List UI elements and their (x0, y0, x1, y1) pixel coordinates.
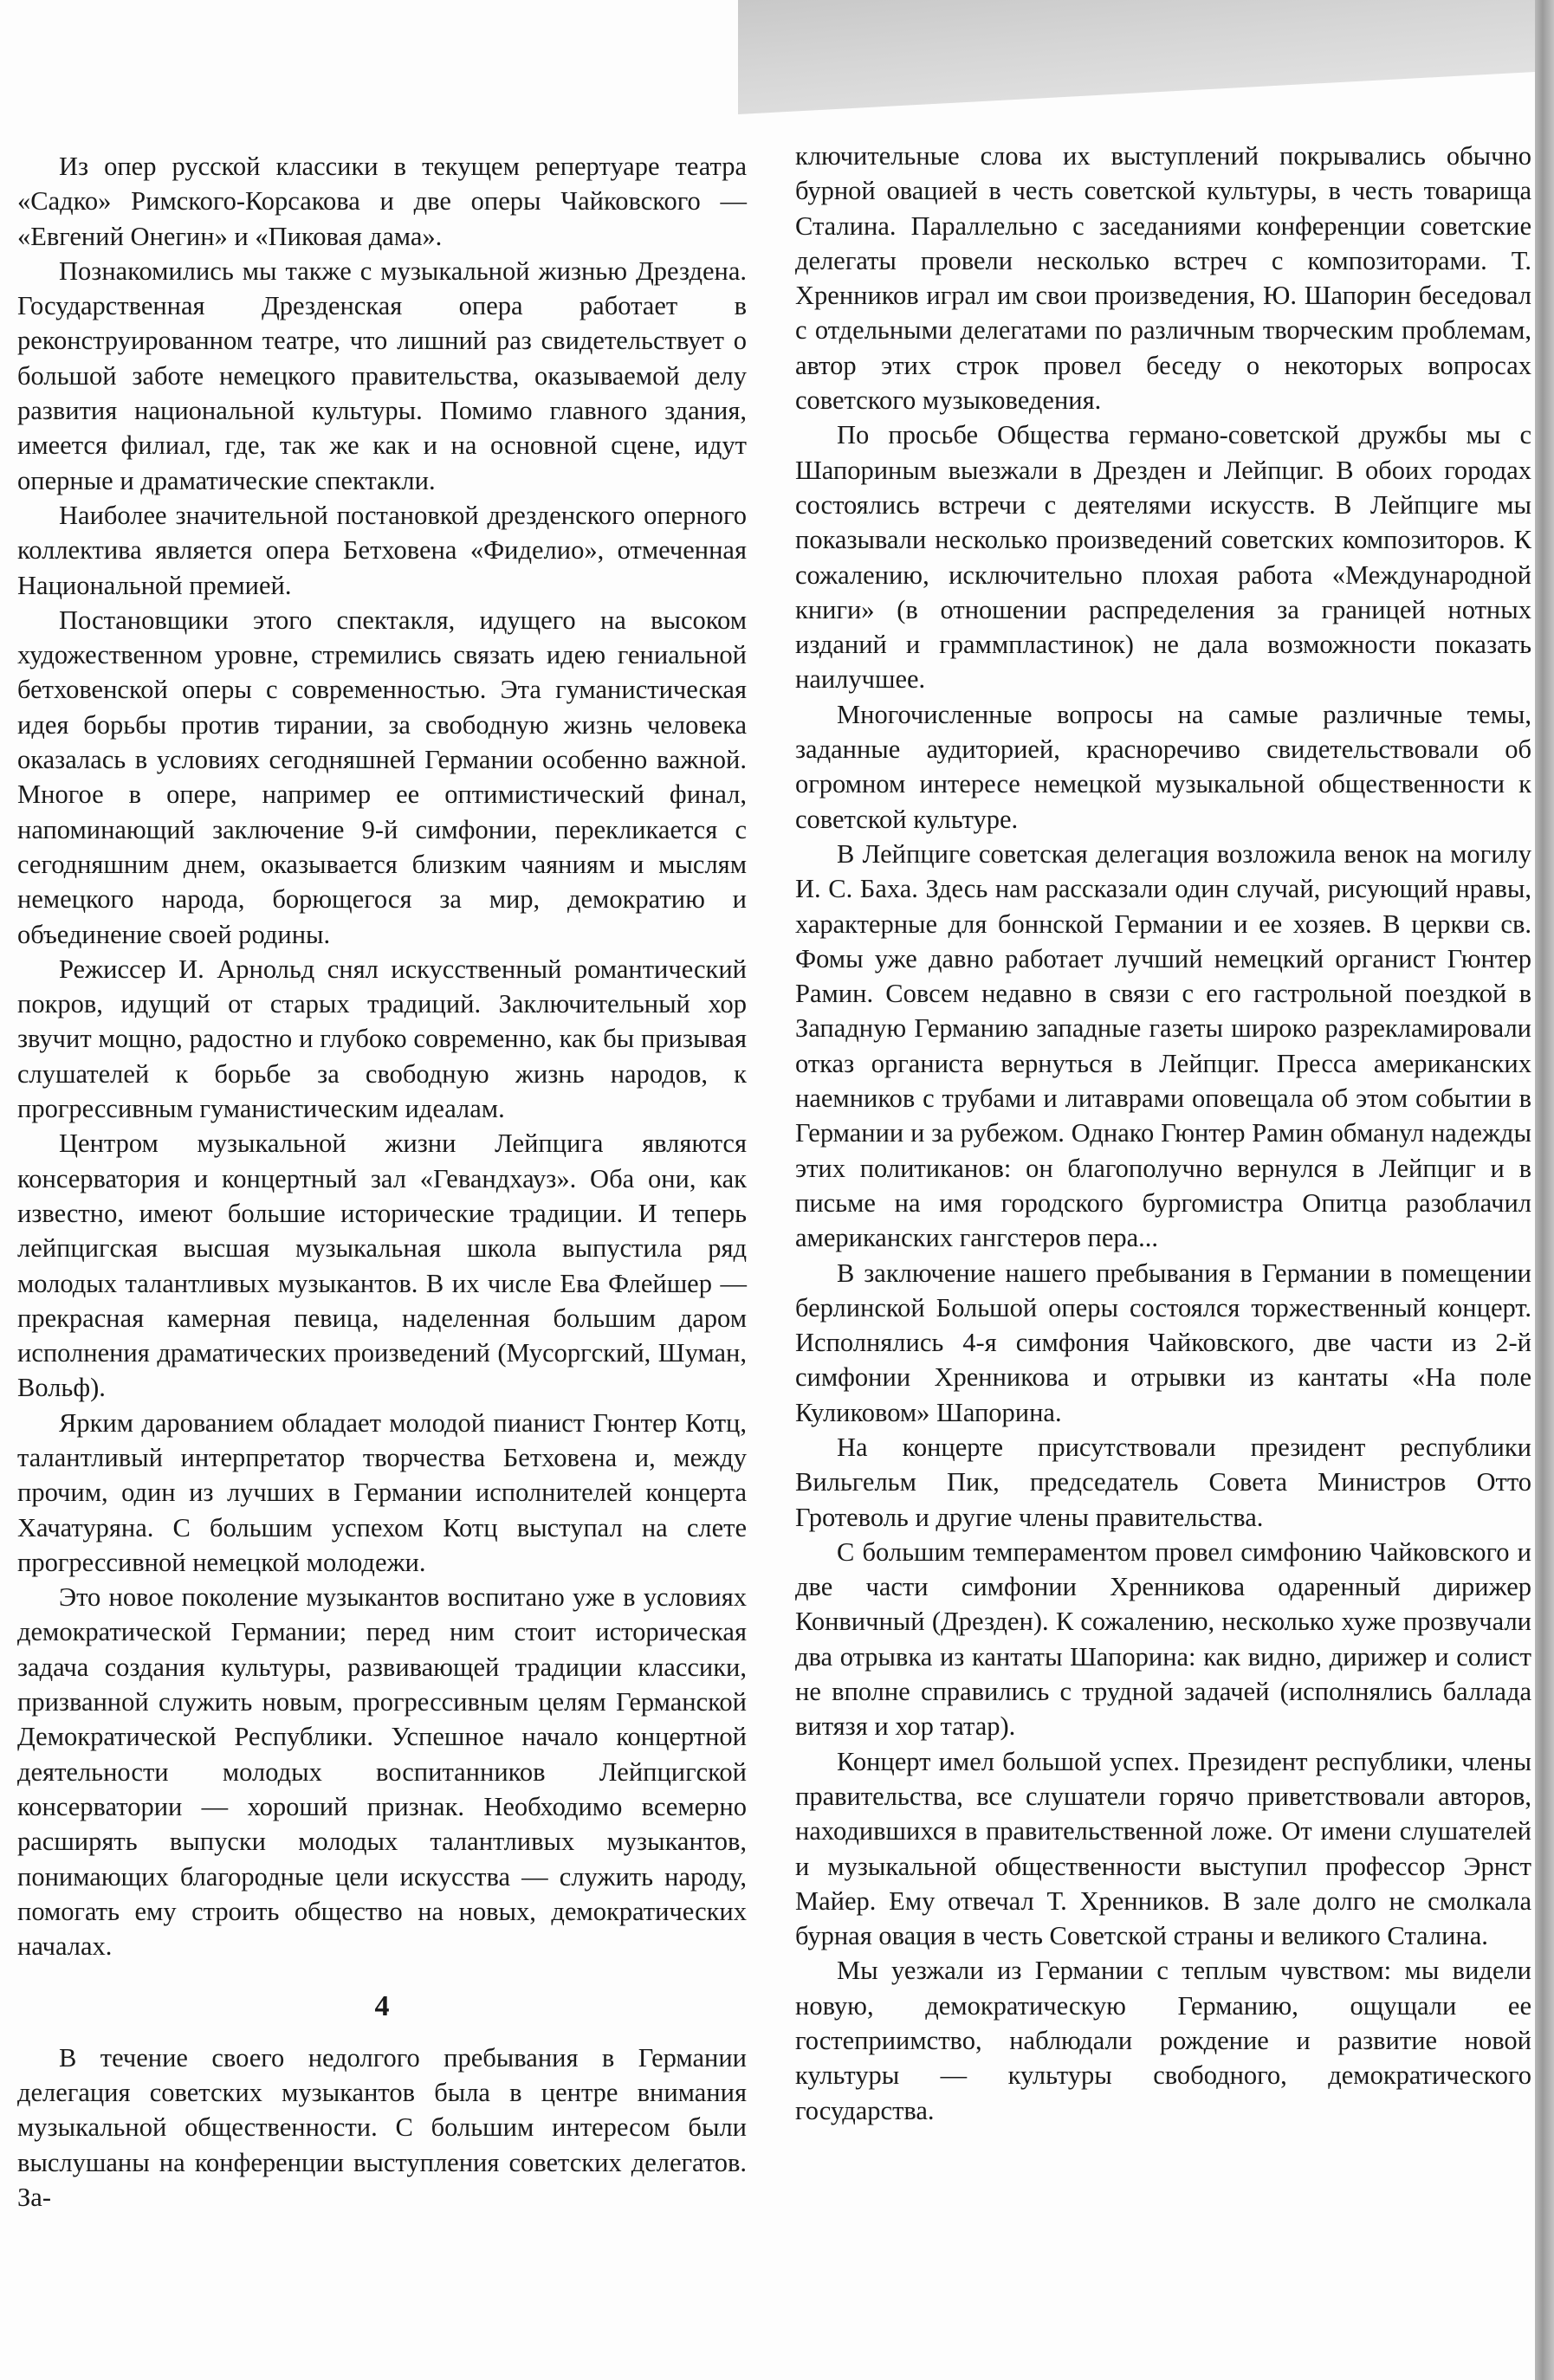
paragraph: Центром музыкальной жизни Лейпцига являются консерватория и концертный зал «Гевандхауз». Оба они, как известно, имеют большие исторические традиции. И теперь лейпцигская высшая музыкальная школа выпустила ряд молодых талантливых музыкантов. В их числе Ева Флейшер — прекрасная камерная певица, наделенная большим даром исполнения драматических произведений (Мусоргский, Шуман, Вольф). (17, 1129, 747, 1403)
scan-artifact-top (738, 0, 1554, 114)
paragraph: По просьбе Общества германо-советской дружбы мы с Шапориным выезжали в Дрезден и Лейпциг. В обоих городах состоялись встречи с деятелями искусств. В Лейпциге мы показывали несколько произведений советских композиторов. К сожалению, исключительно плохая работа «Международной книги» (в отношении распределения за границей нотных изданий и граммпластинок) не дала возможности показать наилучшее. (795, 420, 1531, 695)
left-column (17, 149, 747, 2215)
paragraph-continuation: ключительные слова их выступлений покрывались обычно бурной овацией в честь советской культуры, в честь товарища Сталина. Параллельно с заседаниями конференции советские делегаты провели несколько встреч с композиторами. Т. Хренников играл им свои произведения, Ю. Шапорин беседовал с отдельными делегатами по различным творческим проблемам, автор этих строк провел беседу о некоторых вопросах советского музыковедения. (795, 141, 1531, 416)
paragraph: Концерт имел большой успех. Президент республики, члены правительства, все слушатели горячо приветствовали авторов, находившихся в правительственной ложе. От имени слушателей и музыкальной общественности выступил профессор Эрнст Майер. Ему отвечал Т. Хренников. В зале долго не смолкала бурная овация в честь Советской страны и великого Сталина. (795, 1746, 1531, 1951)
paragraph: В Лейпциге советская делегация возложила венок на могилу И. С. Баха. Здесь нам рассказали один случай, рисующий нравы, характерные для боннской Германии и ее хозяев. В церкви св. Фомы уже давно работает лучший немецкий органист Гюнтер Рамин. Совсем недавно в связи с его гастрольной поездкой в Западную Германию западные газеты широко разрекламировали отказ органиста вернуться в Лейпциг. Пресса американских наемников с трубами и литаврами оповещала об этом событии в Германии и за рубежом. Однако Гюнтер Рамин обманул надежды этих политиканов: он благополучно вернулся в Лейпциг и в письме на имя городского бургомистра Опитца разоблачил американских гангстеров пера... (795, 838, 1531, 1253)
scan-edge-strip (1535, 0, 1554, 2380)
paragraph: Из опер русской классики в текущем репертуаре театра «Садко» Римского-Корсакова и две оперы Чайковского — «Евгений Онегин» и «Пиковая дама». (17, 152, 747, 251)
paragraph: Многочисленные вопросы на самые различные темы, заданные аудиторией, красноречиво свидетельствовали об огромном интересе немецкой музыкальной общественности к советской культуре. (795, 699, 1531, 834)
paragraph: Познакомились мы также с музыкальной жизнью Дрездена. Государственная Дрезденская опера работает в реконструированном театре, что лишний раз свидетельствует о большой заботе немецкого правительства, оказываемой делу развития национальной культуры. Помимо главного здания, имеется филиал, где, так же как и на основной сцене, идут оперные и драматические спектакли. (17, 255, 747, 495)
paragraph: В заключение нашего пребывания в Германии в помещении берлинской Большой оперы состоялся торжественный концерт. Исполнялись 4-я симфония Чайковского, две части из 2-й симфонии Хренникова и отрывки из кантаты «На поле Куликовом» Шапорина. (795, 1258, 1531, 1427)
paragraph: Ярким дарованием обладает молодой пианист Гюнтер Котц, талантливый интерпретатор творчества Бетховена и, между прочим, один из лучших в Германии исполнителей концерта Хачатуряна. С большим успехом Котц выступал на слете прогрессивной немецкой молодежи. (17, 1407, 747, 1577)
paragraph: Наиболее значительной постановкой дрезденского оперного коллектива является опера Бетховена «Фиделио», отмеченная Национальной премией. (17, 500, 747, 600)
paragraph: В течение своего недолгого пребывания в Германии делегация советских музыкантов была в центре внимания музыкальной общественности. С большим интересом были выслушаны на конференции выступления советских делегатов. За- (17, 2042, 747, 2212)
paragraph: Мы уезжали из Германии с теплым чувством: мы видели новую, демократическую Германию, ощущали ее гостеприимство, наблюдали рождение и развитие новой культуры — культуры свободного, демократического государства. (795, 1956, 1531, 2125)
paragraph: На концерте присутствовали президент республики Вильгельм Пик, председатель Совета Министров Отто Гротеволь и другие члены правительства. (795, 1432, 1531, 1532)
paragraph: Режиссер И. Арнольд снял искусственный романтический покров, идущий от старых традиций. Заключительный хор звучит мощно, радостно и глубоко современно, как бы призывая слушателей к борьбе за свободную жизнь народов, к прогрессивным гуманистическим идеалам. (17, 954, 747, 1124)
paragraph: Постановщики этого спектакля, идущего на высоком художественном уровне, стремились связать идею гениальной бетховенской оперы с современностью. Эта гуманистическая идея борьбы против тирании, за свободную жизнь человека оказалась в условиях сегодняшней Германии особенно важной. Многое в опере, например ее оптимистический финал, напоминающий заключение 9-й симфонии, перекликается с сегодняшним днем, оказывается близким чаяниям и мыслям немецкого народа, борющегося за мир, демократию и объединение своей родины. (17, 605, 747, 949)
section-number: 4 (374, 1990, 390, 2023)
right-column (795, 139, 1531, 2128)
paragraph: Это новое поколение музыкантов воспитано уже в условиях демократической Германии; перед ним стоит историческая задача создания культуры, развивающей традиции классики, призванной служить новым, прогрессивным целям Германской Демократической Республики. Успешное начало концертной деятельности молодых воспитанников Лейпцигской консерватории — хороший признак. Необходимо всемерно расширять выпуски молодых талантливых музыкантов, понимающих благородные цели искусства — служить народу, помогать ему строить общество на новых, демократических началах. (17, 1582, 747, 1962)
paragraph: С большим темпераментом провел симфонию Чайковского и две части симфонии Хренникова одаренный дирижер Конвичный (Дрезден). К сожалению, несколько хуже прозвучали два отрывка из кантаты Шапорина: как видно, дирижер и солист не вполне справились с трудной задачей (исполнялись баллада витязя и хор татар). (795, 1536, 1531, 1742)
